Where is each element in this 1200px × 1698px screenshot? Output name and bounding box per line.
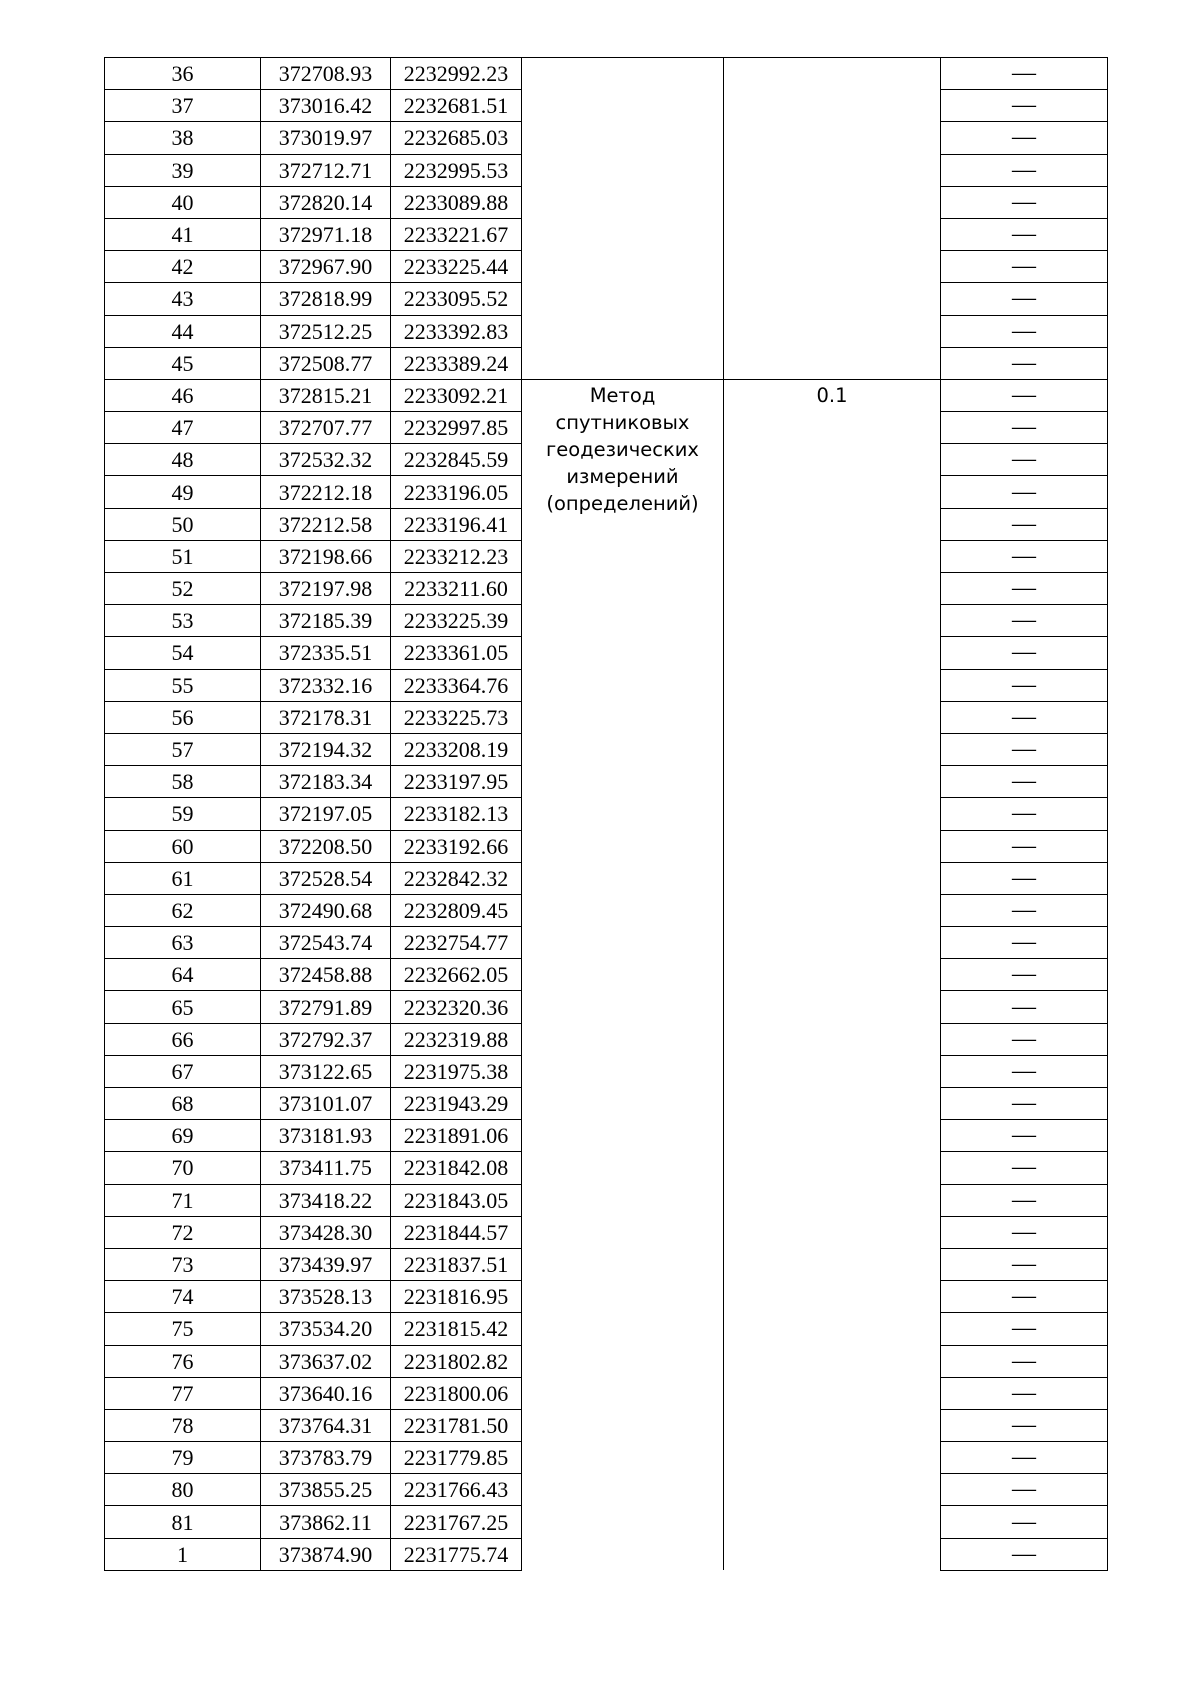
y-coordinate-cell: 2233221.67 xyxy=(391,218,522,250)
y-coordinate-cell: 2232685.03 xyxy=(391,122,522,154)
x-coordinate-cell: 372791.89 xyxy=(261,991,391,1023)
x-coordinate-cell: 372815.21 xyxy=(261,379,391,411)
dash-cell: — xyxy=(941,959,1108,991)
x-coordinate-cell: 373418.22 xyxy=(261,1184,391,1216)
x-coordinate-cell: 373411.75 xyxy=(261,1152,391,1184)
accuracy-value: 0.1 xyxy=(816,383,848,407)
point-number-cell: 67 xyxy=(105,1055,261,1087)
dash-cell: — xyxy=(941,830,1108,862)
y-coordinate-cell: 2231837.51 xyxy=(391,1248,522,1280)
x-coordinate-cell: 372198.66 xyxy=(261,540,391,572)
x-coordinate-cell: 372212.18 xyxy=(261,476,391,508)
x-coordinate-cell: 373534.20 xyxy=(261,1313,391,1345)
x-coordinate-cell: 372971.18 xyxy=(261,218,391,250)
point-number-cell: 47 xyxy=(105,412,261,444)
x-coordinate-cell: 372335.51 xyxy=(261,637,391,669)
y-coordinate-cell: 2232997.85 xyxy=(391,412,522,444)
point-number-cell: 63 xyxy=(105,927,261,959)
x-coordinate-cell: 372208.50 xyxy=(261,830,391,862)
point-number-cell: 59 xyxy=(105,798,261,830)
point-number-cell: 58 xyxy=(105,766,261,798)
x-coordinate-cell: 373016.42 xyxy=(261,90,391,122)
dash-cell: — xyxy=(941,1248,1108,1280)
x-coordinate-cell: 372185.39 xyxy=(261,605,391,637)
point-number-cell: 55 xyxy=(105,669,261,701)
point-number-cell: 36 xyxy=(105,58,261,90)
point-number-cell: 48 xyxy=(105,444,261,476)
x-coordinate-cell: 372532.32 xyxy=(261,444,391,476)
x-coordinate-cell: 372967.90 xyxy=(261,251,391,283)
point-number-cell: 43 xyxy=(105,283,261,315)
x-coordinate-cell: 372508.77 xyxy=(261,347,391,379)
dash-cell: — xyxy=(941,1120,1108,1152)
coordinates-table-body xyxy=(105,58,1108,1571)
y-coordinate-cell: 2232995.53 xyxy=(391,154,522,186)
dash-cell: — xyxy=(941,186,1108,218)
y-coordinate-cell: 2233196.41 xyxy=(391,508,522,540)
y-coordinate-cell: 2231842.08 xyxy=(391,1152,522,1184)
y-coordinate-cell: 2231975.38 xyxy=(391,1055,522,1087)
accuracy-cell xyxy=(724,379,941,1570)
point-number-cell: 64 xyxy=(105,959,261,991)
y-coordinate-cell: 2231766.43 xyxy=(391,1474,522,1506)
dash-cell: — xyxy=(941,1506,1108,1538)
method-label: Метод спутниковых геодезических измерений (определений) xyxy=(546,383,699,515)
dash-cell: — xyxy=(941,1313,1108,1345)
y-coordinate-cell: 2231943.29 xyxy=(391,1088,522,1120)
dash-cell: — xyxy=(941,444,1108,476)
dash-cell: — xyxy=(941,540,1108,572)
y-coordinate-cell: 2232809.45 xyxy=(391,894,522,926)
method-cell-empty xyxy=(522,58,724,380)
dash-cell: — xyxy=(941,862,1108,894)
dash-cell: — xyxy=(941,894,1108,926)
dash-cell: — xyxy=(941,1377,1108,1409)
y-coordinate-cell: 2231891.06 xyxy=(391,1120,522,1152)
point-number-cell: 40 xyxy=(105,186,261,218)
y-coordinate-cell: 2232662.05 xyxy=(391,959,522,991)
point-number-cell: 37 xyxy=(105,90,261,122)
point-number-cell: 1 xyxy=(105,1538,261,1570)
y-coordinate-cell: 2232319.88 xyxy=(391,1023,522,1055)
point-number-cell: 74 xyxy=(105,1281,261,1313)
dash-cell: — xyxy=(941,1409,1108,1441)
point-number-cell: 73 xyxy=(105,1248,261,1280)
x-coordinate-cell: 373101.07 xyxy=(261,1088,391,1120)
point-number-cell: 79 xyxy=(105,1442,261,1474)
y-coordinate-cell: 2233225.44 xyxy=(391,251,522,283)
y-coordinate-cell: 2233212.23 xyxy=(391,540,522,572)
dash-cell: — xyxy=(941,154,1108,186)
x-coordinate-cell: 372818.99 xyxy=(261,283,391,315)
point-number-cell: 56 xyxy=(105,701,261,733)
dash-cell: — xyxy=(941,701,1108,733)
x-coordinate-cell: 373637.02 xyxy=(261,1345,391,1377)
x-coordinate-cell: 372197.05 xyxy=(261,798,391,830)
point-number-cell: 38 xyxy=(105,122,261,154)
x-coordinate-cell: 373528.13 xyxy=(261,1281,391,1313)
dash-cell: — xyxy=(941,379,1108,411)
y-coordinate-cell: 2231844.57 xyxy=(391,1216,522,1248)
y-coordinate-cell: 2231816.95 xyxy=(391,1281,522,1313)
y-coordinate-cell: 2233182.13 xyxy=(391,798,522,830)
point-number-cell: 62 xyxy=(105,894,261,926)
y-coordinate-cell: 2231779.85 xyxy=(391,1442,522,1474)
x-coordinate-cell: 373764.31 xyxy=(261,1409,391,1441)
y-coordinate-cell: 2231815.42 xyxy=(391,1313,522,1345)
x-coordinate-cell: 372458.88 xyxy=(261,959,391,991)
point-number-cell: 41 xyxy=(105,218,261,250)
y-coordinate-cell: 2233225.39 xyxy=(391,605,522,637)
point-number-cell: 65 xyxy=(105,991,261,1023)
x-coordinate-cell: 373855.25 xyxy=(261,1474,391,1506)
dash-cell: — xyxy=(941,251,1108,283)
x-coordinate-cell: 372212.58 xyxy=(261,508,391,540)
y-coordinate-cell: 2233211.60 xyxy=(391,573,522,605)
x-coordinate-cell: 372528.54 xyxy=(261,862,391,894)
x-coordinate-cell: 372183.34 xyxy=(261,766,391,798)
x-coordinate-cell: 372708.93 xyxy=(261,58,391,90)
point-number-cell: 75 xyxy=(105,1313,261,1345)
dash-cell: — xyxy=(941,991,1108,1023)
coordinates-table xyxy=(104,57,1108,1571)
dash-cell: — xyxy=(941,1474,1108,1506)
dash-cell: — xyxy=(941,573,1108,605)
x-coordinate-cell: 373181.93 xyxy=(261,1120,391,1152)
x-coordinate-cell: 372490.68 xyxy=(261,894,391,926)
x-coordinate-cell: 373862.11 xyxy=(261,1506,391,1538)
point-number-cell: 53 xyxy=(105,605,261,637)
point-number-cell: 77 xyxy=(105,1377,261,1409)
x-coordinate-cell: 372512.25 xyxy=(261,315,391,347)
dash-cell: — xyxy=(941,90,1108,122)
x-coordinate-cell: 372332.16 xyxy=(261,669,391,701)
y-coordinate-cell: 2232842.32 xyxy=(391,862,522,894)
dash-cell: — xyxy=(941,605,1108,637)
y-coordinate-cell: 2233196.05 xyxy=(391,476,522,508)
y-coordinate-cell: 2232754.77 xyxy=(391,927,522,959)
dash-cell: — xyxy=(941,733,1108,765)
point-number-cell: 39 xyxy=(105,154,261,186)
dash-cell: — xyxy=(941,283,1108,315)
y-coordinate-cell: 2232681.51 xyxy=(391,90,522,122)
y-coordinate-cell: 2232845.59 xyxy=(391,444,522,476)
dash-cell: — xyxy=(941,1184,1108,1216)
point-number-cell: 44 xyxy=(105,315,261,347)
x-coordinate-cell: 372820.14 xyxy=(261,186,391,218)
x-coordinate-cell: 373640.16 xyxy=(261,1377,391,1409)
point-number-cell: 81 xyxy=(105,1506,261,1538)
point-number-cell: 66 xyxy=(105,1023,261,1055)
point-number-cell: 80 xyxy=(105,1474,261,1506)
y-coordinate-cell: 2233197.95 xyxy=(391,766,522,798)
dash-cell: — xyxy=(941,1538,1108,1570)
dash-cell: — xyxy=(941,1442,1108,1474)
y-coordinate-cell: 2231767.25 xyxy=(391,1506,522,1538)
x-coordinate-cell: 373439.97 xyxy=(261,1248,391,1280)
dash-cell: — xyxy=(941,669,1108,701)
x-coordinate-cell: 372178.31 xyxy=(261,701,391,733)
y-coordinate-cell: 2231775.74 xyxy=(391,1538,522,1570)
point-number-cell: 49 xyxy=(105,476,261,508)
y-coordinate-cell: 2233361.05 xyxy=(391,637,522,669)
point-number-cell: 76 xyxy=(105,1345,261,1377)
dash-cell: — xyxy=(941,1281,1108,1313)
dash-cell: — xyxy=(941,1216,1108,1248)
x-coordinate-cell: 373019.97 xyxy=(261,122,391,154)
x-coordinate-cell: 372194.32 xyxy=(261,733,391,765)
y-coordinate-cell: 2231843.05 xyxy=(391,1184,522,1216)
point-number-cell: 52 xyxy=(105,573,261,605)
dash-cell: — xyxy=(941,1345,1108,1377)
point-number-cell: 69 xyxy=(105,1120,261,1152)
point-number-cell: 46 xyxy=(105,379,261,411)
y-coordinate-cell: 2233092.21 xyxy=(391,379,522,411)
y-coordinate-cell: 2233208.19 xyxy=(391,733,522,765)
x-coordinate-cell: 373428.30 xyxy=(261,1216,391,1248)
dash-cell: — xyxy=(941,218,1108,250)
y-coordinate-cell: 2233192.66 xyxy=(391,830,522,862)
y-coordinate-cell: 2233389.24 xyxy=(391,347,522,379)
point-number-cell: 71 xyxy=(105,1184,261,1216)
x-coordinate-cell: 372197.98 xyxy=(261,573,391,605)
y-coordinate-cell: 2233364.76 xyxy=(391,669,522,701)
x-coordinate-cell: 372792.37 xyxy=(261,1023,391,1055)
point-number-cell: 50 xyxy=(105,508,261,540)
point-number-cell: 60 xyxy=(105,830,261,862)
point-number-cell: 42 xyxy=(105,251,261,283)
dash-cell: — xyxy=(941,1055,1108,1087)
dash-cell: — xyxy=(941,412,1108,444)
dash-cell: — xyxy=(941,122,1108,154)
dash-cell: — xyxy=(941,637,1108,669)
point-number-cell: 61 xyxy=(105,862,261,894)
x-coordinate-cell: 372707.77 xyxy=(261,412,391,444)
accuracy-cell-empty xyxy=(724,58,941,380)
point-number-cell: 51 xyxy=(105,540,261,572)
y-coordinate-cell: 2231800.06 xyxy=(391,1377,522,1409)
dash-cell: — xyxy=(941,1088,1108,1120)
point-number-cell: 70 xyxy=(105,1152,261,1184)
dash-cell: — xyxy=(941,1152,1108,1184)
point-number-cell: 78 xyxy=(105,1409,261,1441)
point-number-cell: 68 xyxy=(105,1088,261,1120)
dash-cell: — xyxy=(941,476,1108,508)
y-coordinate-cell: 2233392.83 xyxy=(391,315,522,347)
point-number-cell: 45 xyxy=(105,347,261,379)
table-row xyxy=(105,58,1108,90)
point-number-cell: 57 xyxy=(105,733,261,765)
x-coordinate-cell: 373783.79 xyxy=(261,1442,391,1474)
dash-cell: — xyxy=(941,508,1108,540)
y-coordinate-cell: 2233095.52 xyxy=(391,283,522,315)
y-coordinate-cell: 2231781.50 xyxy=(391,1409,522,1441)
dash-cell: — xyxy=(941,766,1108,798)
y-coordinate-cell: 2233089.88 xyxy=(391,186,522,218)
dash-cell: — xyxy=(941,58,1108,90)
dash-cell: — xyxy=(941,798,1108,830)
y-coordinate-cell: 2233225.73 xyxy=(391,701,522,733)
dash-cell: — xyxy=(941,347,1108,379)
point-number-cell: 72 xyxy=(105,1216,261,1248)
y-coordinate-cell: 2232992.23 xyxy=(391,58,522,90)
table-row xyxy=(105,379,1108,411)
dash-cell: — xyxy=(941,927,1108,959)
point-number-cell: 54 xyxy=(105,637,261,669)
x-coordinate-cell: 373874.90 xyxy=(261,1538,391,1570)
dash-cell: — xyxy=(941,315,1108,347)
y-coordinate-cell: 2232320.36 xyxy=(391,991,522,1023)
x-coordinate-cell: 372543.74 xyxy=(261,927,391,959)
dash-cell: — xyxy=(941,1023,1108,1055)
y-coordinate-cell: 2231802.82 xyxy=(391,1345,522,1377)
x-coordinate-cell: 372712.71 xyxy=(261,154,391,186)
x-coordinate-cell: 373122.65 xyxy=(261,1055,391,1087)
method-cell xyxy=(522,379,724,1570)
